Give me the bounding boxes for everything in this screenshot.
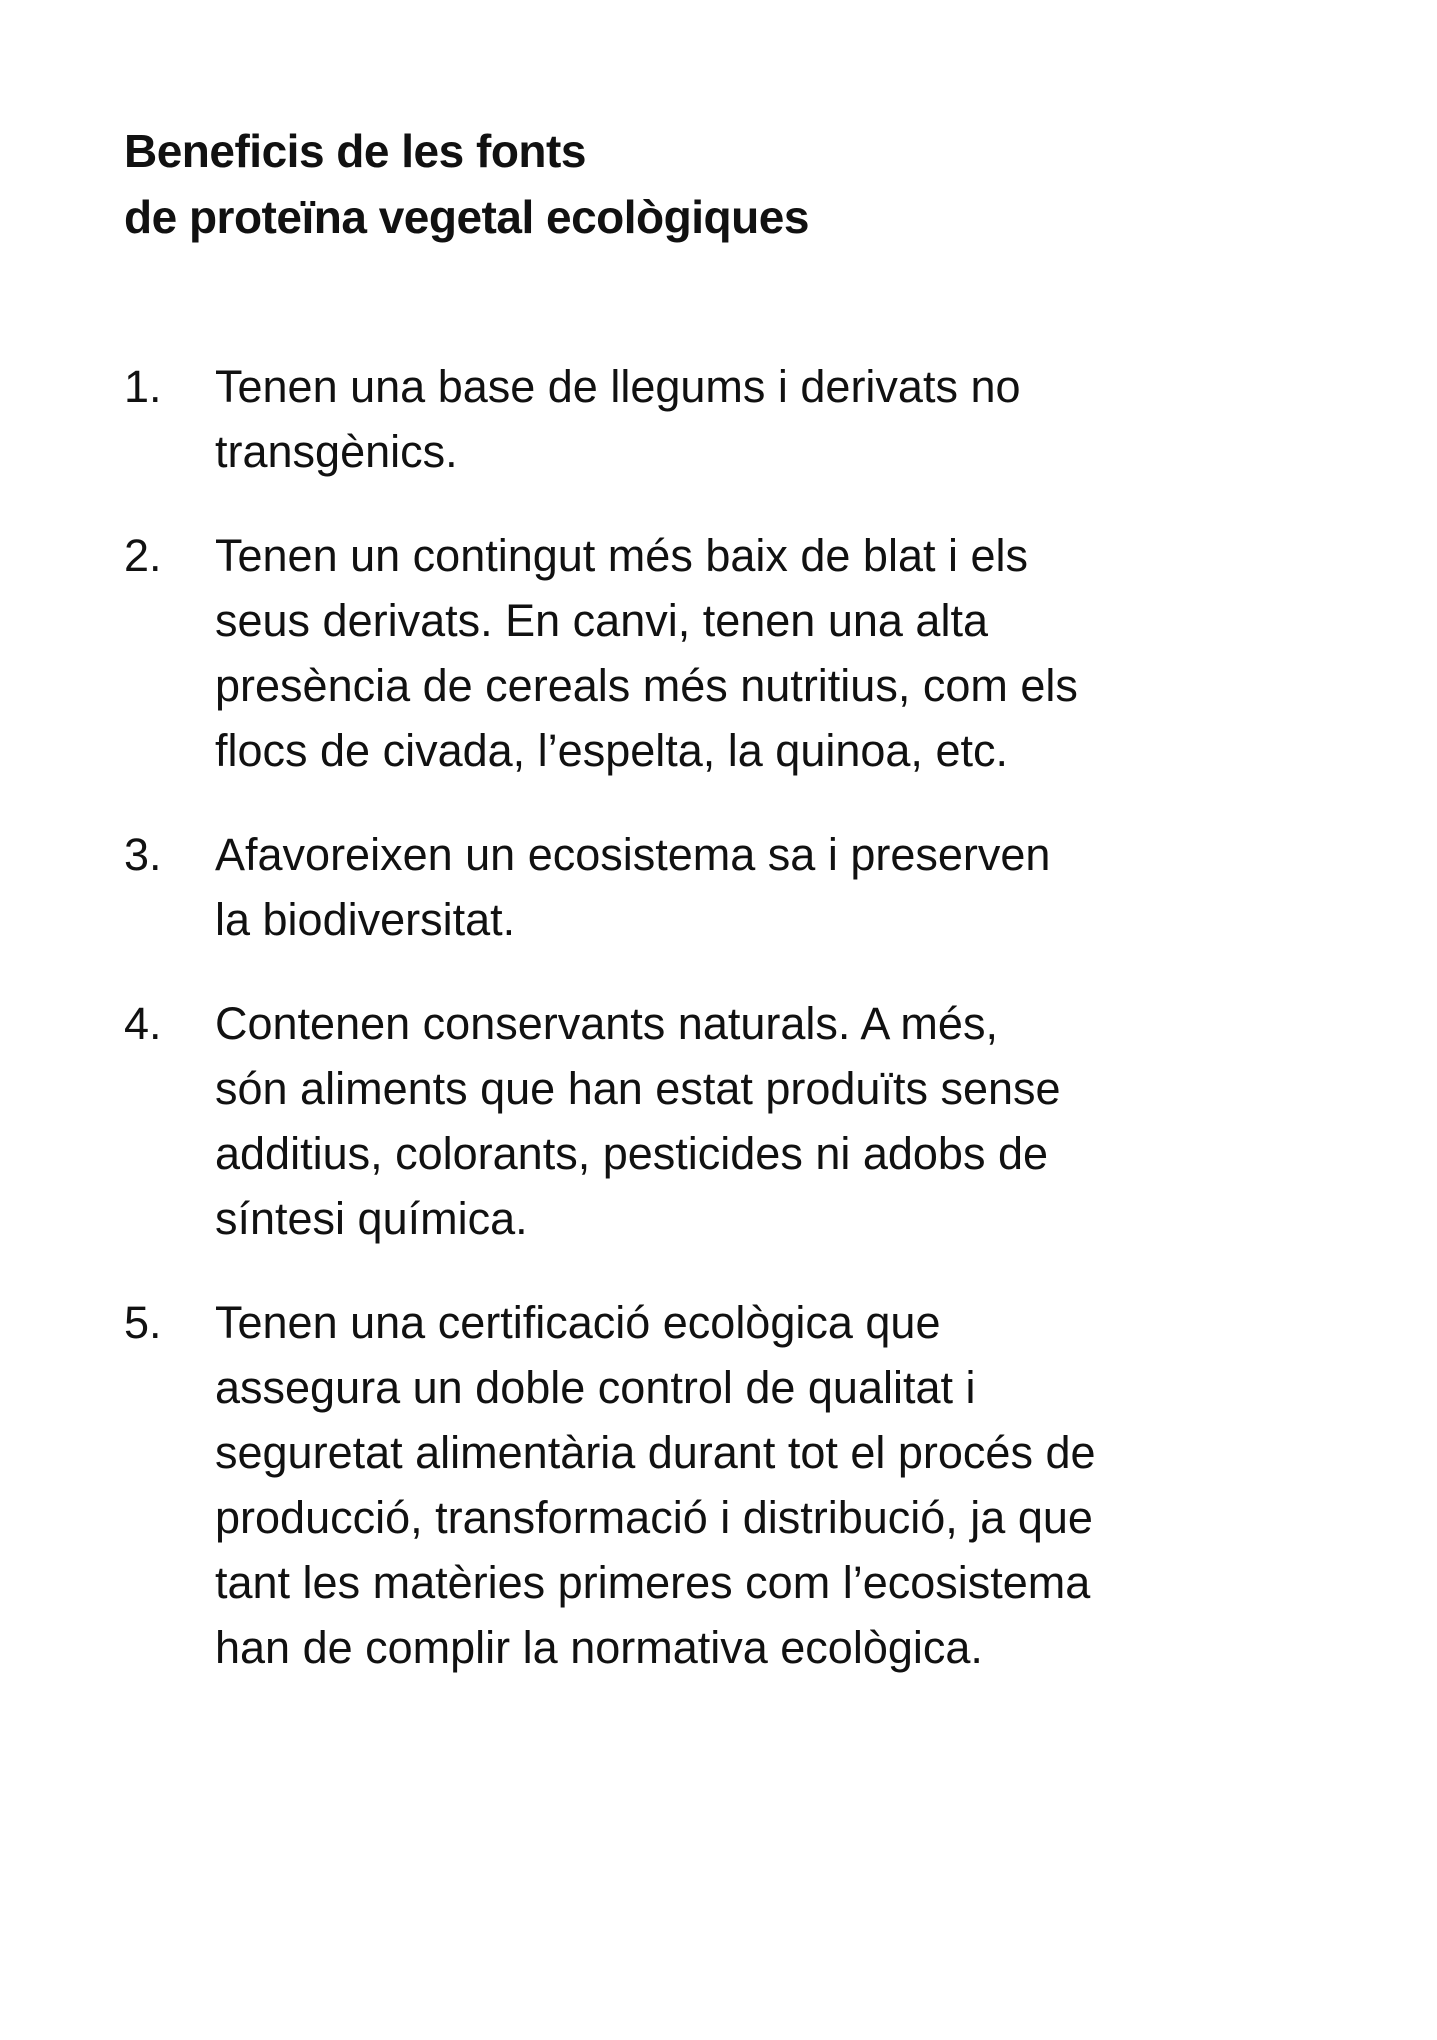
list-item-text: [215, 991, 1324, 1251]
list-item-line: additius, colorants, pesticides ni adobs de: [215, 1128, 1049, 1179]
list-item-text: [215, 523, 1324, 783]
list-item-line: transgènics.: [215, 426, 458, 477]
list-item-line: seus derivats. En canvi, tenen una alta: [215, 595, 988, 646]
list-item-line: producció, transformació i distribució, ja que: [215, 1492, 1093, 1543]
title-line-1: Beneficis de les fonts: [124, 125, 586, 177]
list-item-text: [215, 1290, 1324, 1680]
list-item-line: seguretat alimentària durant tot el procés de: [215, 1427, 1096, 1478]
list-item-line: Tenen una base de llegums i derivats no: [215, 361, 1021, 412]
list-item-line: assegura un doble control de qualitat i: [215, 1362, 976, 1413]
benefits-list: [124, 354, 1324, 1719]
list-item-text: [215, 822, 1324, 952]
list-item-line: presència de cereals més nutritius, com els: [215, 660, 1078, 711]
list-item-line: flocs de civada, l’espelta, la quinoa, etc.: [215, 725, 1008, 776]
list-item: [124, 354, 1324, 484]
list-item-line: la biodiversitat.: [215, 894, 516, 945]
list-item-line: han de complir la normativa ecològica.: [215, 1622, 983, 1673]
list-item-text: [215, 354, 1324, 484]
list-item-number: 1.: [124, 361, 162, 412]
list-item-line: Tenen una certificació ecològica que: [215, 1297, 941, 1348]
list-item-number: 4.: [124, 998, 162, 1049]
page-title: [124, 118, 1324, 250]
list-item: [124, 822, 1324, 952]
list-item: [124, 523, 1324, 783]
list-item-line: Tenen un contingut més baix de blat i els: [215, 530, 1029, 581]
document-page: [124, 118, 1324, 1673]
list-item-number: 2.: [124, 530, 162, 581]
title-line-2: de proteïna vegetal ecològiques: [124, 191, 809, 243]
list-item-line: síntesi química.: [215, 1193, 528, 1244]
list-item-line: Contenen conservants naturals. A més,: [215, 998, 998, 1049]
list-item-line: tant les matèries primeres com l’ecosistema: [215, 1557, 1091, 1608]
list-item-number: 3.: [124, 829, 162, 880]
list-item: [124, 991, 1324, 1251]
list-item-line: Afavoreixen un ecosistema sa i preserven: [215, 829, 1051, 880]
list-item: [124, 1290, 1324, 1680]
list-item-number: 5.: [124, 1297, 162, 1348]
list-item-line: són aliments que han estat produïts sense: [215, 1063, 1061, 1114]
